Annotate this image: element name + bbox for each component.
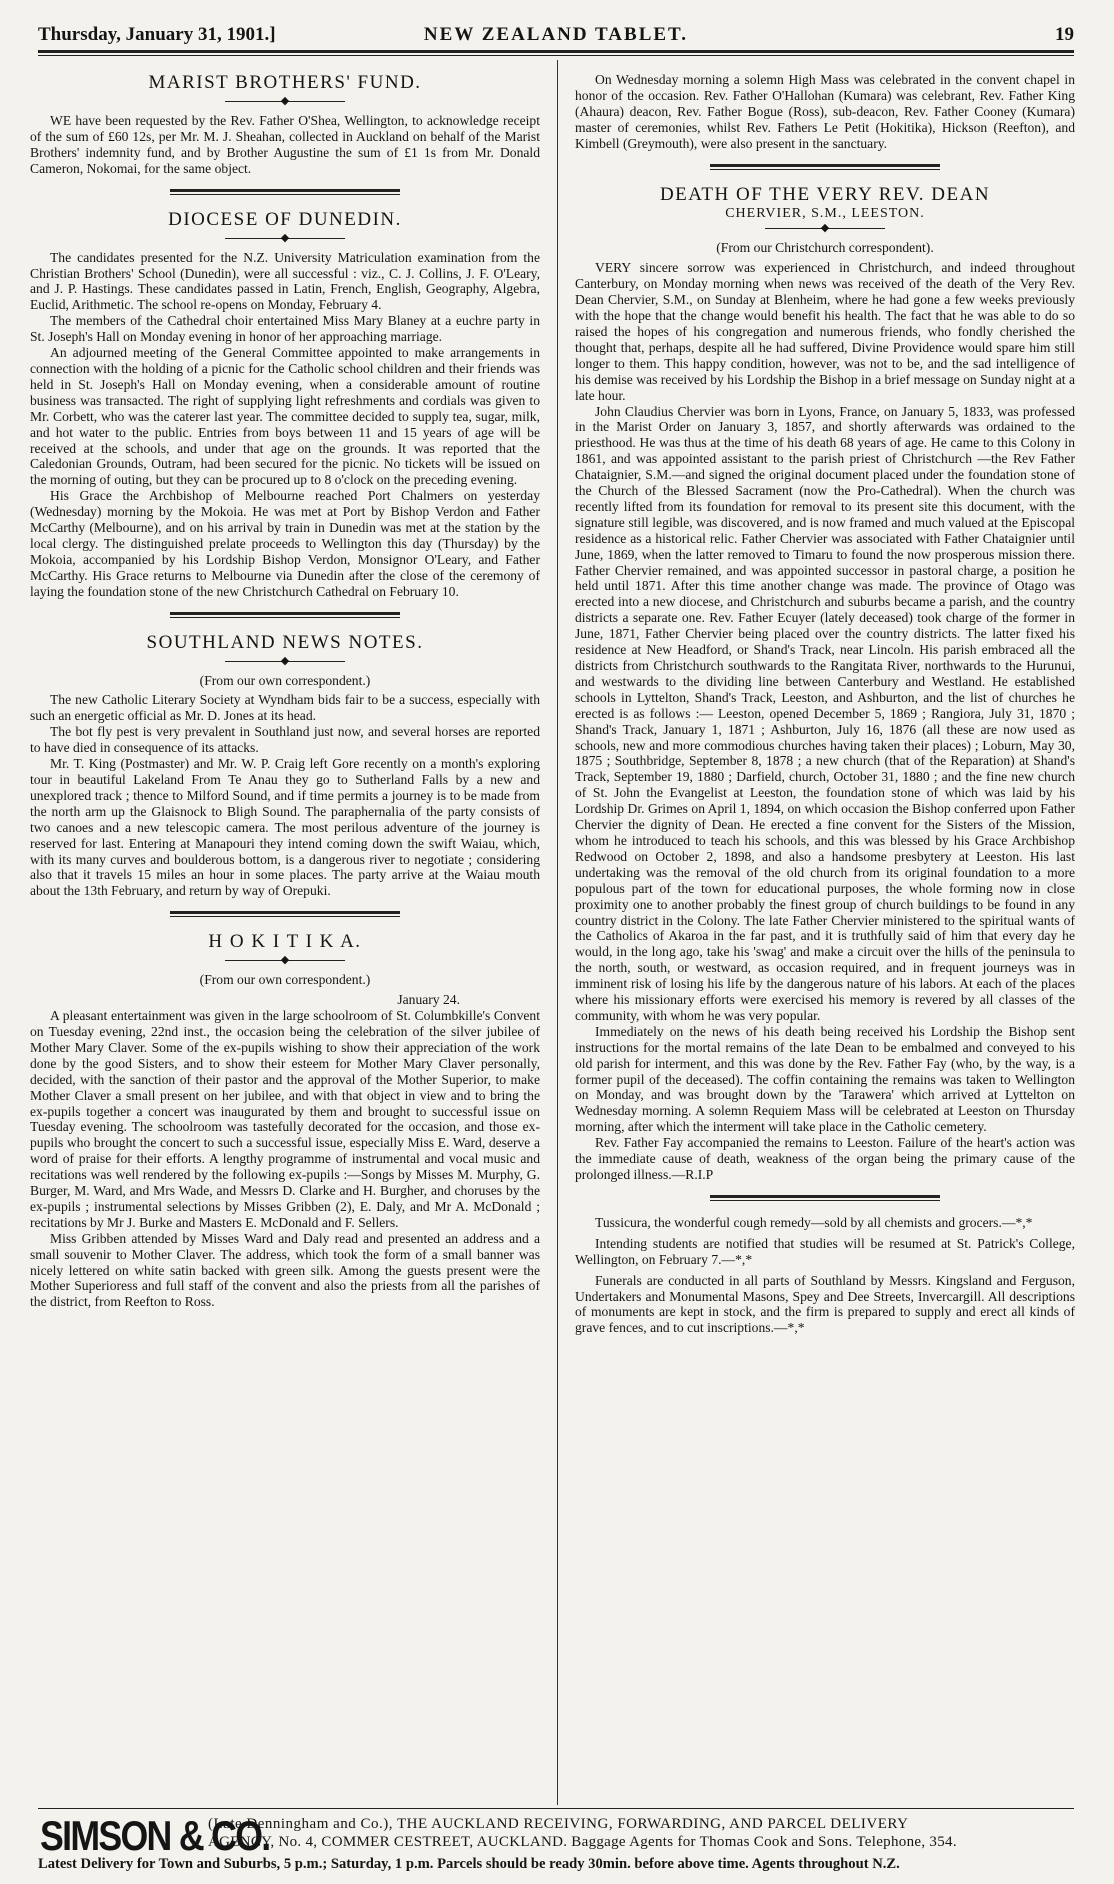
ornament-divider: [225, 657, 345, 667]
advert-logo: SIMSON & CO.: [40, 1812, 270, 1859]
section-separator: [710, 164, 940, 170]
dunedin-headline: DIOCESE OF DUNEDIN.: [168, 208, 402, 230]
ornament-divider: [225, 97, 345, 107]
southland-paragraph: The bot fly pest is very prevalent in Southland just now, and several horses are reported to have died in consequence of its attacks.: [30, 724, 540, 756]
death-paragraph: VERY sincere sorrow was experienced in Christchurch, and indeed throughout Canterbury, on Monday morning when news was received of the death of the Very Rev. Dean Chervier, S.M., on Sunday at Blenheim, where he had gone a few weeks previously with the hope that the change would benefit his health. The fact that he was able to do so raised the hopes of his congregation and numerous friends, who fondly cherished the thought that, perhaps, despite all he had suffered, Divine Providence would spare him still longer to them. This happy condition, however, was not to be, and the sad intelligence of his demise was received by his Lordship the Bishop in a brief message on Sunday night at a late hour.: [575, 260, 1075, 403]
advert-rule: [38, 1808, 1074, 1809]
southland-byline: (From our own correspondent.): [199, 672, 371, 688]
southland-paragraph: Mr. T. King (Postmaster) and Mr. W. P. Craig left Gore recently on a month's exploring tour in beautiful Lakeland From Te Anau they go to Sutherland Falls by a new and unexplored track ; thence to Milford Sound, and if time permits a journey is to be made from the north arm up the Glaisnock to Bligh Sound. The paraphernalia of the party consists of two canoes and a new telescopic camera. The most perilous adventure of the journey is reserved for last. Entering at Manapouri they intend coming down the swift Waiau, which, with its many curves and boulderous bottom, is a dangerous river to negotiate ; considering also that it travels 15 miles an hour in some places. The party arrive at the Waiau mouth about the 13th February, and return by way of Orepuki.: [30, 756, 540, 899]
advert-line: AGENCY, No. 4, COMMER CESTREET, AUCKLAND. Baggage Agents for Thomas Cook and Sons. Telephone, 354.: [208, 1834, 957, 1850]
death-paragraph: Rev. Father Fay accompanied the remains to Leeston. Failure of the heart's action was the immediate cause of death, weakness of the organ being the primary cause of the prolonged illness.—R.I.P: [575, 1135, 1075, 1182]
marist-body: WE have been requested by the Rev. Father O'Shea, Wellington, to acknowledge receipt of the sum of £60 12s, per Mr. M. J. Sheahan, collected in Auckland on behalf of the Marist Brothers' indemnity fund, and by Brother Augustine the sum of £1 1s from Mr. Donald Cameron, Nokomai, for the same object.: [30, 113, 540, 176]
hokitika-byline: (From our own correspondent.): [199, 972, 371, 988]
death-paragraph: Immediately on the news of his death being received his Lordship the Bishop sent instructions for the mortal remains of the late Dean to be embalmed and conveyed to his old parish for interment, and this was done by the Rev. Father Fay (who, by the way, is a former pupil of the deceased). The coffin containing the remains was taken to Wellington on Monday, and was brought down by the 'Tarawera' which arrived at Lyttelton on Wednesday morning. A solemn Requiem Mass will be celebrated at Leeston on Thursday morning, after which the interment will take place in the Catholic cemetery.: [575, 1023, 1075, 1135]
dunedin-paragraph: His Grace the Archbishop of Melbourne reached Port Chalmers on yesterday (Wednesday) morning by the Mokoia. He was met at Port by Bishop Verdon and Father McCarthy (Melbourne), and on his arrival by train in Dunedin was met at the station by the local clergy. The distinguished prelate proceeds to Wellington this day (Thursday) by the Mokoia, accompanied by his Lordship Bishop Verdon, Monsignor O'Leary, and Father McCarthy. His Grace returns to Melbourne via Dunedin after the close of the ceremony of laying the foundation stone of the new Christchurch Cathedral on February 10.: [30, 488, 540, 599]
right-column: [575, 72, 1075, 1336]
column-divider: [557, 60, 558, 1805]
ornament-divider: [225, 234, 345, 244]
death-subheadline: CHERVIER, S.M., LEESTON.: [725, 205, 925, 221]
hokitika-headline: H O K I T I K A.: [208, 931, 362, 953]
death-byline: (From our Christchurch correspondent).: [716, 240, 934, 256]
dunedin-paragraph: An adjourned meeting of the General Committee appointed to make arrangements in connection with the holding of a picnic for the Catholic school children and their friends was held in St. Joseph's Hall on Monday evening, when a considerable amount of routine business was transacted. The right of supplying light refreshments and cordials was given to Mr. Corbett, who was the caterer last year. The committee decided to supply tea, sugar, milk, and hot water to the public. Entries from boys between 11 and 15 years of age will be received at the schools, and under that age on the grounds. It was reported that the Caledonian Grounds, Outram, had been secured for the picnic. No tickets will be issued on the morning of outing, but they can be procured up to 8 o'clock on the preceding evening.: [30, 345, 540, 488]
advert-line: Latest Delivery for Town and Suburbs, 5 p.m.; Saturday, 1 p.m. Parcels should be ready 30min. before above time. Agents throughout N.Z.: [38, 1856, 900, 1872]
header-date: Thursday, January 31, 1901.]: [38, 24, 276, 45]
header-page-number: 19: [1055, 24, 1074, 45]
ornament-divider: [225, 956, 345, 966]
ornament-divider: [765, 224, 885, 234]
left-column: [30, 72, 540, 1310]
marist-headline: MARIST BROTHERS' FUND.: [148, 72, 422, 93]
hokitika-paragraph: A pleasant entertainment was given in the large schoolroom of St. Columbkille's Convent on Tuesday evening, 22nd inst., the occasion being the celebration of the silver jubilee of Mother Mary Claver. Some of the ex-pupils wishing to show their appreciation of the work done by the good Sisters, and to show their esteem for Mother Mary Claver personally, decided, with the sanction of their pastor and the approval of the Mother Superior, to make Mother Claver a small present on her jubilee, and with that object in view and to bring the ex-pupils together a concert was inaugurated by them and brought to successful issue on Tuesday evening. The schoolroom was tastefully decorated for the occasion, and those ex-pupils who brought the concert to such a successful issue, especially Miss E. Ward, deserve a word of praise for their efforts. A lengthy programme of instrumental and vocal music and recitations was well rendered by the following ex-pupils :—Songs by Misses M. Murphy, G. Burger, M. Ward, and Mrs Wade, and Messrs D. Clarke and H. Burgher, and choruses by the ex-pupils ; instrumental selections by Misses Gribben (2), E. Daly, and Mr A. McDonald ; recitations by Mr J. Burke and Masters E. McDonald and F. Sellers.: [30, 1008, 540, 1230]
header-rule: [38, 50, 1074, 53]
section-separator: [170, 189, 400, 195]
southland-paragraph: The new Catholic Literary Society at Wyndham bids fair to be a success, especially with such an energetic official as Mr. D. Jones at its head.: [30, 692, 540, 724]
section-separator: [170, 612, 400, 618]
death-headline: DEATH OF THE VERY REV. DEAN: [659, 183, 991, 205]
notice-item: Tussicura, the wonderful cough remedy—sold by all chemists and grocers.—*,*: [595, 1214, 1033, 1230]
dunedin-paragraph: The candidates presented for the N.Z. University Matriculation examination from the Christian Brothers' School (Dunedin), were all successful : viz., C. J. Collins, J. F. O'Leary, and J. P. Hastings. These candidates passed in Latin, French, English, Geography, Algebra, Euclid, Arithmetic. The school re-opens on Monday, February 4.: [30, 249, 540, 313]
advert-line: (Late Denningham and Co.), THE AUCKLAND RECEIVING, FORWARDING, AND PARCEL DELIVERY: [208, 1816, 909, 1832]
header-rule-thin: [38, 55, 1074, 56]
dunedin-paragraph: The members of the Cathedral choir entertained Miss Mary Blaney at a euchre party in St. Joseph's Hall on Monday evening in honor of her approaching marriage.: [30, 313, 540, 345]
header-title: NEW ZEALAND TABLET.: [423, 24, 689, 45]
death-paragraph: John Claudius Chervier was born in Lyons, France, on January 5, 1833, was professed in the Marist Order on January 3, 1857, and shortly afterwards was ordained to the priesthood. He was thus at the time of his death 68 years of age. He came to this Colony in 1861, and was appointed assistant to the parish priest of Christchurch —the Rev Father Chataignier, S.M.—and signed the original document placed under the foundation stone of the Church of the Blessed Sacrament (now the Pro-Cathedral). When the church was recently lifted from its foundation for removal to its present site this document, with the signature still legible, was discovered, and is now framed and much valued at the Episcopal residence as a historical relic. Father Chervier was associated with Father Chataignier until June, 1869, when the latter removed to Timaru to found the now prosperous mission there. Father Chervier remained, and was appointed successor in pastoral charge, a position he held until 1871. After this time another change was made. The province of Otago was erected into a new diocese, and Christchurch and suburbs became a parish, and the country districts a separate one. Rev. Father Ecuyer (lately deceased) took charge of the former in June, 1871, Father Chervier being placed over the country districts. The latter fixed his residence at New Headford, or Shand's Track, near Lincoln. His parish embraced all the districts from Christchurch southwards to the Rangitata River, northwards to the Hurunui, and westwards to the dividing line between Canterbury and Westland. He established schools in Lyttelton, Shand's Track, Leeston, and Ashburton, and the list of churches he erected is as follows :— Leeston, opened December 5, 1869 ; Rangiora, July 31, 1870 ; Shand's Track, January 1, 1871 ; Ashburton, July 16, 1876 (all these are now used as schools, new and more commodious churches having taken their places) ; Loburn, May 30, 1875 ; Southbridge, September 8, 1878 ; a new church (that of the Reparation) at Shand's Track, September 19, 1880 ; Darfield, church, October 31, 1880 ; and the fine new church of St. John the Evangelist at Leeston, the foundation stone of which was laid by his Lordship Dr. Grimes on April 1, 1894, on which occasion the Bishop conferred upon Father Chervier the dignity of Dean. He erected a fine convent for the Sisters of the Mission, whom he introduced to teach his schools, and this was blessed by his Grace Archbishop Redwood on October 2, 1898, and also a handsome presbytery at Leeston. His last undertaking was the removal of the old church from its original foundation to a more populous part of the town for educational purposes, the whole forming now in close proximity one to another probably the finest group of church buildings to be found in any country district in the Colony. The late Father Chervier ministered to the spiritual wants of the Catholics of Akaroa in the far past, and it is truthfully said of him that every day he would, in the long ago, take his 'swag' and make a circuit over the hills of the peninsula to the north, south, or westward, as occasion required, and in frequent journeys was in imminent risk of losing his life by the dangerous nature of his labors. At each of the places where his missionary efforts were exercised his memory is revered by all classes of the community, with whom he was very popular.: [575, 403, 1075, 1023]
advertisement: [38, 1812, 1074, 1872]
hokitika-paragraph: Miss Gribben attended by Misses Ward and Daly read and presented an address and a small souvenir to Mother Claver. The address, which took the form of a small banner was nicely lettered on white satin backed with green silk. Among the guests present were the Mother Superioress and full staff of the convent and also the priests from all the parishes of the district, from Reefton to Ross.: [30, 1230, 540, 1310]
notice-item: Funerals are conducted in all parts of Southland by Messrs. Kingsland and Ferguson, Undertakers and Monumental Masons, Spey and Dee Streets, Invercargill. All descriptions of monuments are kept in stock, and the firm is prepared to supply and erect all kinds of grave fences, and to cut inscriptions.—*,*: [575, 1272, 1075, 1336]
section-separator: [170, 911, 400, 917]
southland-headline: SOUTHLAND NEWS NOTES.: [146, 631, 424, 653]
mass-paragraph: On Wednesday morning a solemn High Mass was celebrated in the convent chapel in honor of the occasion. Rev. Father O'Hallohan (Kumara) was celebrant, Rev. Father King (Ahaura) deacon, Rev. Father Bogue (Ross), sub-deacon, Rev. Father Cooney (Kumara) master of ceremonies, whilst Rev. Fathers Le Petit (Hokitika), Hickson (Reefton), and Kimbell (Greymouth), were also present in the sanctuary.: [575, 72, 1075, 151]
page-header: [38, 24, 1074, 50]
section-separator: [710, 1195, 940, 1201]
hokitika-dateline: January 24.: [397, 992, 460, 1008]
notice-item: Intending students are notified that studies will be resumed at St. Patrick's College, Wellington, on February 7.—*,*: [575, 1235, 1075, 1267]
